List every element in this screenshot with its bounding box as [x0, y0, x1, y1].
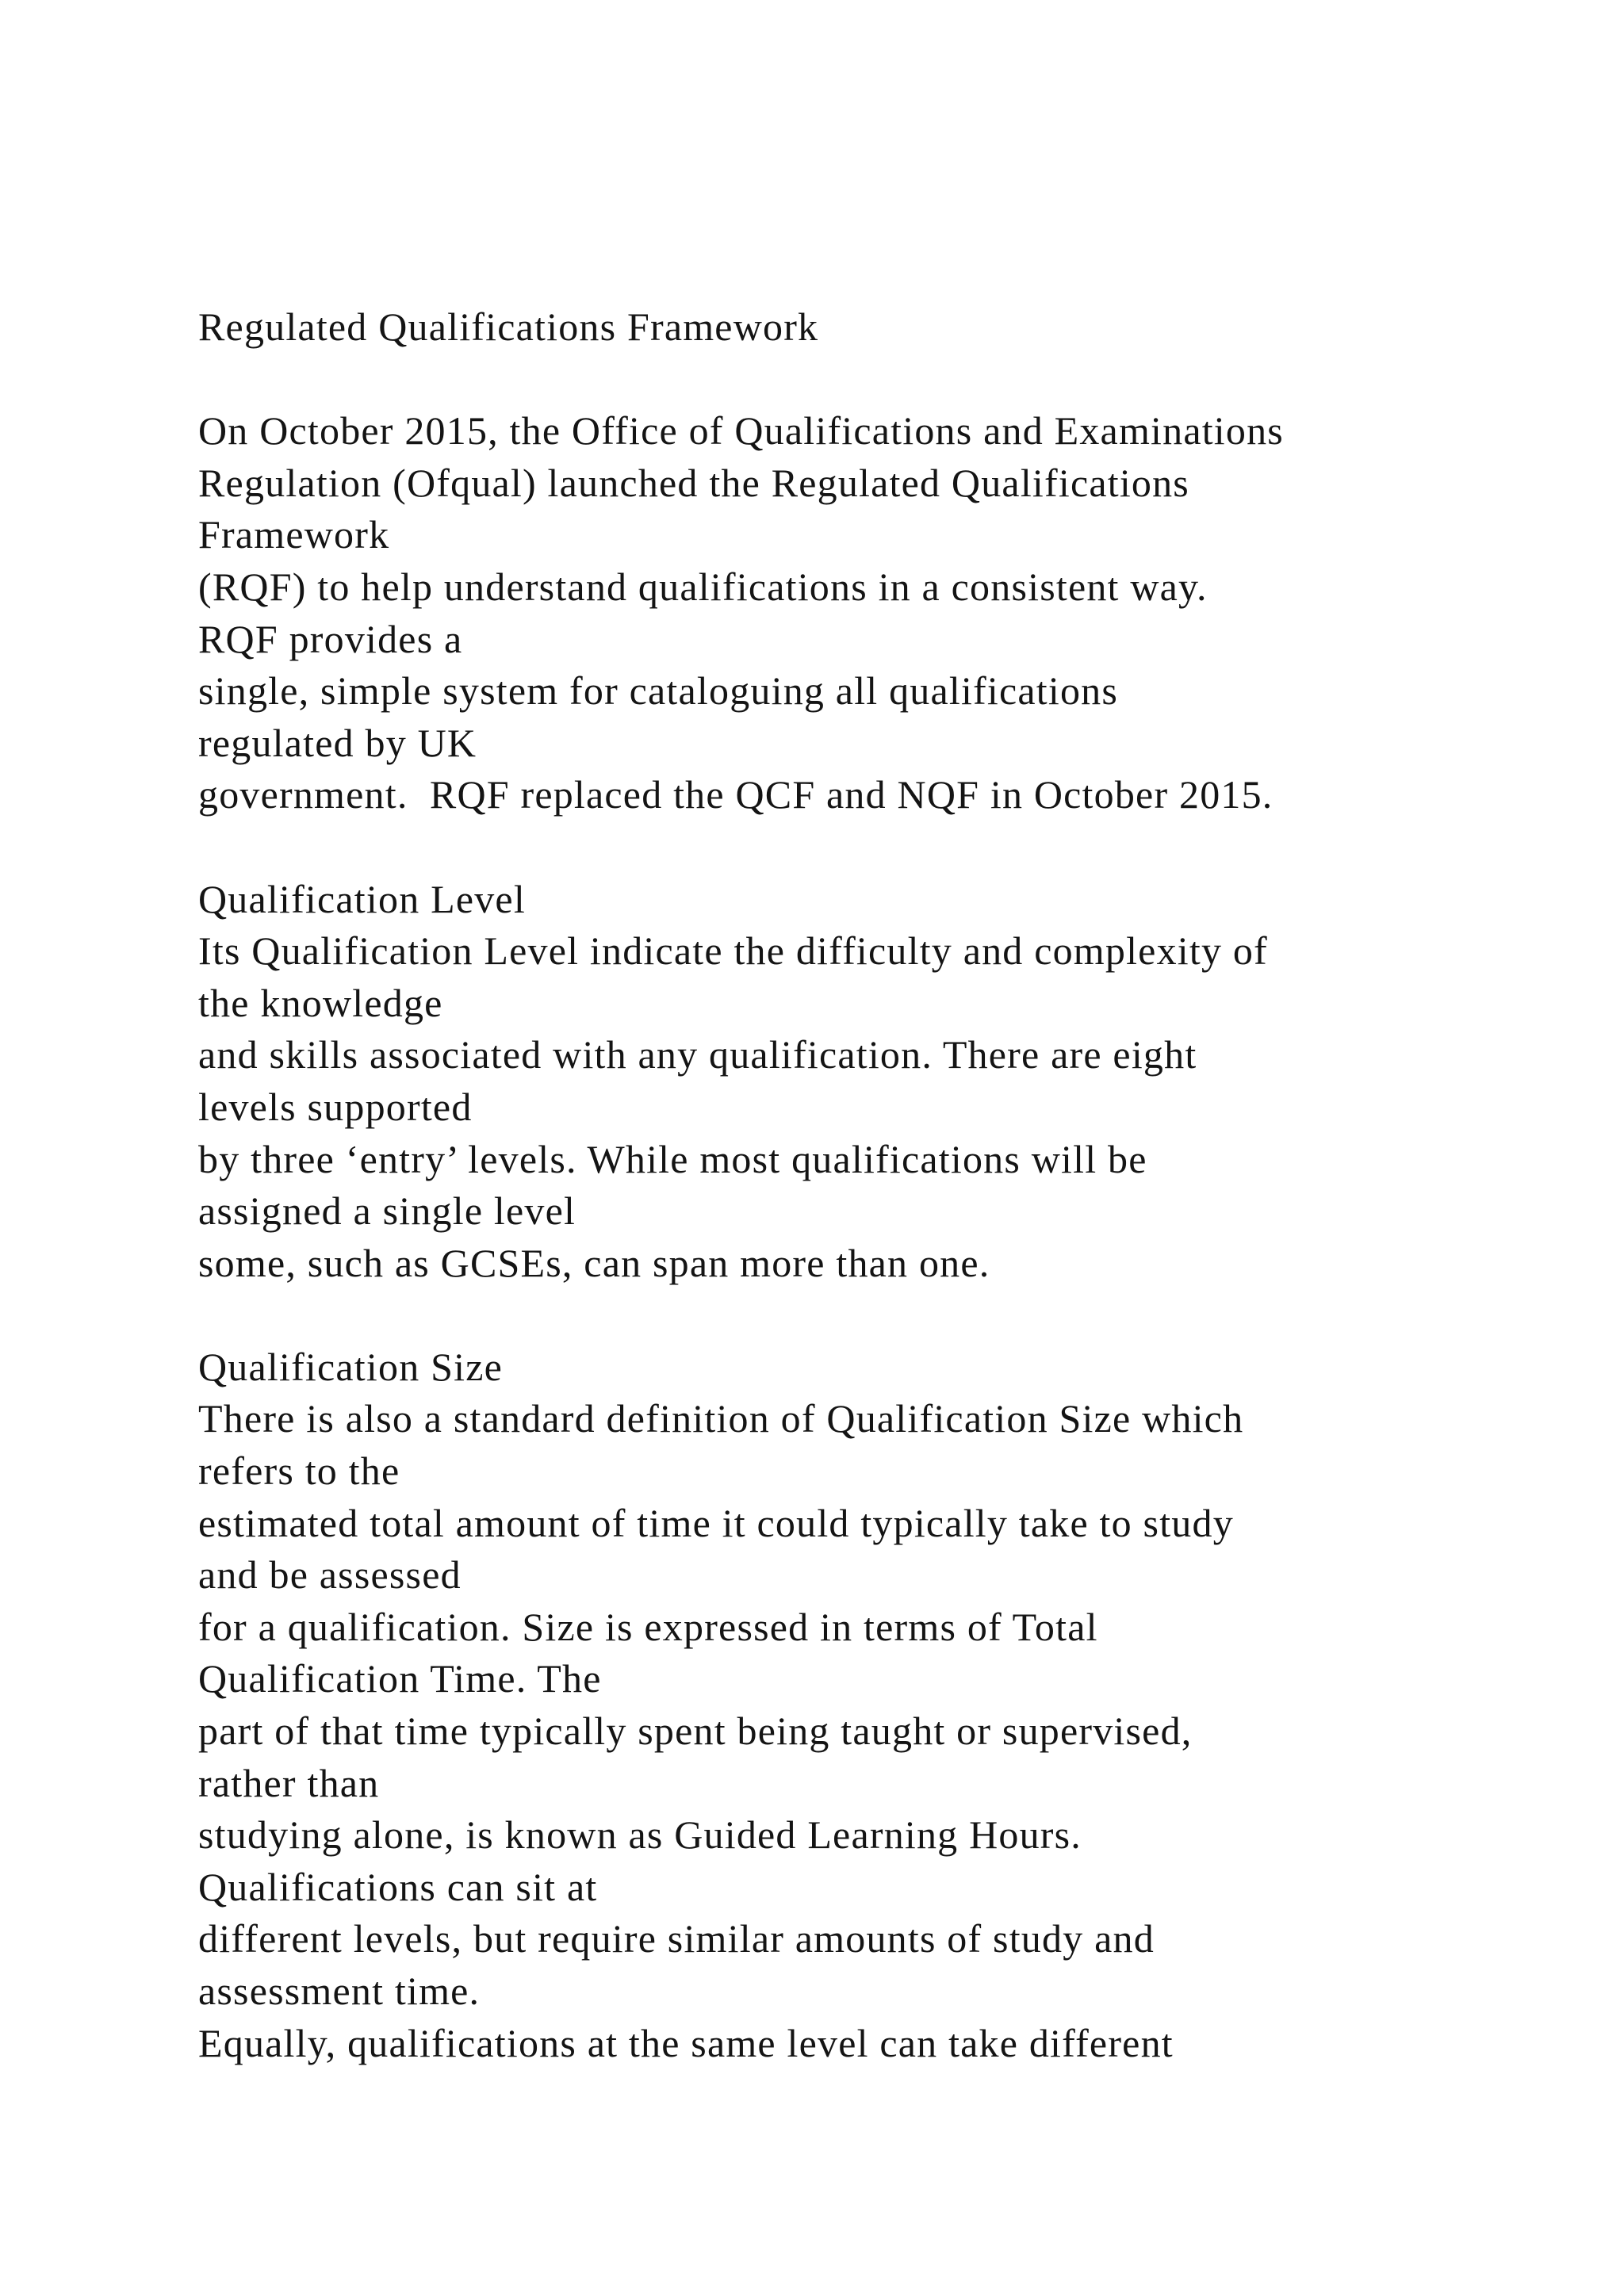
blank-line — [198, 1289, 1594, 1341]
paragraph-line: assessment time. — [198, 1969, 481, 2013]
section-heading-qualification-level: Qualification Level — [198, 876, 526, 921]
paragraph-line: by three ‘entry’ levels. While most qualifications will be — [198, 1136, 1147, 1181]
paragraph-line: assigned a single level — [198, 1188, 576, 1234]
paragraph-line: refers to the — [198, 1448, 400, 1494]
paragraph-line: Framework — [198, 512, 390, 557]
paragraph-line: and skills associated with any qualification. There are eight — [198, 1032, 1197, 1077]
paragraph-line: Qualifications can sit at — [198, 1864, 598, 1909]
blank-line — [198, 354, 1594, 406]
paragraph-line: single, simple system for cataloguing all qualifications — [198, 668, 1119, 714]
paragraph-line: different levels, but require similar amounts of study and — [198, 1916, 1155, 1961]
paragraph-line: There is also a standard definition of Qualification Size which — [198, 1396, 1244, 1441]
paragraph-line: studying alone, is known as Guided Learning Hours. — [198, 1812, 1082, 1858]
paragraph-line: some, such as GCSEs, can span more than one. — [198, 1240, 990, 1285]
paragraph-line: Regulation (Ofqual) launched the Regulated Qualifications — [198, 460, 1189, 505]
paragraph-line: part of that time typically spent being taught or supervised, — [198, 1709, 1193, 1754]
paragraph-line: government. RQF replaced the QCF and NQF in October 2015. — [198, 772, 1274, 817]
paragraph-line: estimated total amount of time it could typically take to study — [198, 1500, 1234, 1545]
paragraph-line: Equally, qualifications at the same level can take different — [198, 2020, 1174, 2065]
paragraph-line: RQF provides a — [198, 616, 463, 661]
paragraph-line: On October 2015, the Office of Qualifications and Examinations — [198, 408, 1284, 453]
section-heading-qualification-size: Qualification Size — [198, 1344, 503, 1389]
blank-line — [198, 821, 1594, 874]
paragraph-line: rather than — [198, 1760, 380, 1805]
paragraph-line: Qualification Time. The — [198, 1656, 602, 1701]
paragraph-line: regulated by UK — [198, 720, 477, 765]
document-title: Regulated Qualifications Framework — [198, 304, 819, 349]
document-body — [198, 301, 1594, 2069]
paragraph-line: and be assessed — [198, 1552, 462, 1598]
paragraph-line: the knowledge — [198, 980, 443, 1025]
paragraph-line: Its Qualification Level indicate the difficulty and complexity of — [198, 928, 1268, 974]
paragraph-line: levels supported — [198, 1084, 473, 1129]
paragraph-line: (RQF) to help understand qualifications in a consistent way. — [198, 564, 1208, 609]
paragraph-line: for a qualification. Size is expressed in terms of Total — [198, 1604, 1098, 1649]
